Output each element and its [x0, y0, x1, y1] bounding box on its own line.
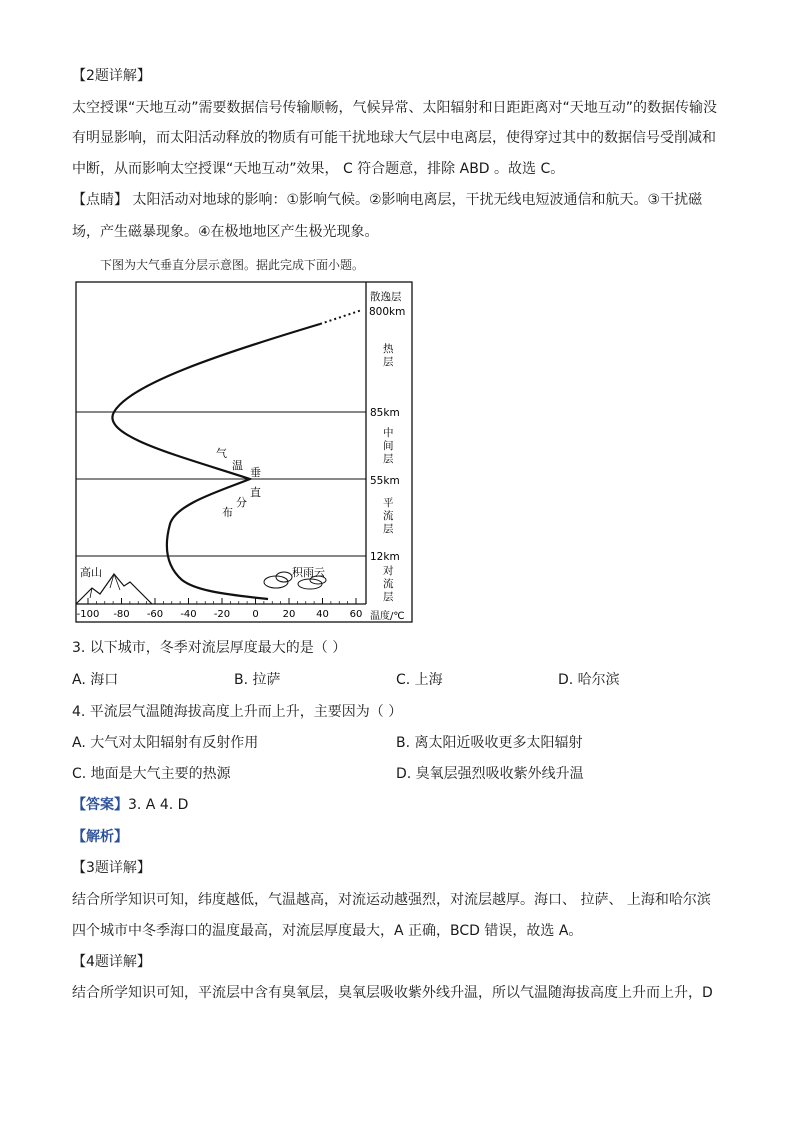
svg-text:层: 层 [383, 356, 394, 368]
note-line-1: 【点睛】 太阳活动对地球的影响：①影响气候。②影响电离层，干扰无线电短波通信和航天。③干扰磁 [72, 192, 703, 208]
answer-label: 【答案】 [72, 797, 128, 813]
q4-stem: 4. 平流层气温随海拔高度上升而上升，主要因为（ ） [72, 704, 403, 720]
q4-option-a[interactable]: A. 大气对太阳辐射有反射作用 [72, 735, 259, 751]
layer-troposphere [383, 564, 394, 603]
q3-option-c[interactable]: C. 上海 [396, 672, 443, 688]
q3-option-a[interactable]: A. 海口 [72, 672, 119, 688]
q2-heading: 【2题详解】 [72, 68, 151, 84]
svg-text:热: 热 [383, 343, 394, 355]
answer-row [72, 795, 732, 815]
curve-label-2: 温 [232, 459, 243, 472]
x-tick-label: -20 [213, 609, 231, 620]
svg-text:流: 流 [383, 510, 394, 522]
svg-text:层: 层 [383, 591, 394, 603]
q3-analysis-line-1: 结合所学知识可知，纬度越低，气温越高，对流运动越强烈，对流层越厚。海口、 拉萨、 上海和哈尔滨 [72, 892, 711, 908]
q3-option-b[interactable]: B. 拉萨 [234, 672, 281, 688]
diagram-frame [76, 282, 412, 622]
temperature-curve-dotted [320, 310, 362, 324]
atmosphere-layer-diagram [70, 276, 420, 628]
q4-analysis-heading: 【4题详解】 [72, 954, 151, 970]
q3-option-d[interactable]: D. 哈尔滨 [558, 672, 620, 688]
x-tick-label: 0 [252, 609, 259, 620]
layer-stratosphere [383, 497, 394, 535]
q2-paragraph-line-3: 中断，从而影响太空授课“天地互动”效果， C 符合题意，排除 ABD 。故选 C。 [72, 161, 565, 177]
height-55km: 55km [370, 475, 400, 487]
x-tick-label: 40 [316, 609, 329, 620]
x-tick-label: -80 [113, 609, 130, 620]
x-tick-label: -40 [180, 609, 197, 620]
curve-label-3: 垂 [250, 466, 261, 479]
answer-value: 3. A 4. D [128, 797, 189, 813]
q2-paragraph-line-2: 有明显影响，而太阳活动释放的物质有可能干扰地球大气层中电离层，使得穿过其中的数据信号受削减和 [72, 130, 716, 146]
curve-label-4: 直 [250, 486, 261, 499]
q3-stem: 3. 以下城市，冬季对流层厚度最大的是（ ） [72, 640, 347, 656]
x-axis-ticks [77, 598, 363, 620]
svg-text:间: 间 [383, 440, 394, 452]
q4-option-d[interactable]: D. 臭氧层强烈吸收紫外线升温 [396, 766, 584, 782]
height-800km: 800km [369, 306, 406, 318]
mountain-label: 高山 [80, 566, 102, 579]
q3-analysis-line-2: 四个城市中冬季海口的温度最高，对流层厚度最大，A 正确，BCD 错误，故选 A。 [72, 923, 583, 939]
q4-option-b[interactable]: B. 离太阳近吸收更多太阳辐射 [396, 735, 583, 751]
cloud-label: 积雨云 [292, 566, 325, 579]
q4-option-c[interactable]: C. 地面是大气主要的热源 [72, 766, 231, 782]
height-85km: 85km [370, 407, 400, 419]
temperature-curve [112, 324, 320, 599]
height-12km: 12km [370, 551, 400, 563]
x-tick-label: 60 [349, 609, 363, 620]
x-tick-label: -100 [76, 609, 100, 620]
layer-mesosphere [383, 426, 394, 465]
q2-paragraph-line-1: 太空授课“天地互动”需要数据信号传输顺畅，气候异常、太阳辐射和日距距离对“天地互动”的数据传输没 [72, 100, 718, 116]
note-line-2: 场，产生磁暴现象。④在极地地区产生极光现象。 [72, 224, 379, 240]
svg-text:对: 对 [383, 565, 394, 577]
x-tick-label: 20 [282, 609, 296, 620]
curve-label-5: 分 [236, 496, 247, 509]
q4-analysis-line-1: 结合所学知识可知，平流层中含有臭氧层，臭氧层吸收紫外线升温，所以气温随海拔高度上升而上升，D [72, 985, 713, 1001]
curve-label-1: 气 [216, 447, 227, 460]
svg-text:流: 流 [383, 578, 394, 590]
x-axis-unit: 温度/℃ [370, 611, 405, 622]
svg-text:层: 层 [383, 453, 394, 465]
svg-text:层: 层 [383, 523, 394, 535]
analysis-label: 【解析】 [72, 829, 128, 845]
layer-exosphere: 散逸层 [370, 291, 402, 303]
q3-analysis-heading: 【3题详解】 [72, 860, 151, 876]
svg-text:中: 中 [383, 427, 394, 439]
curve-label-6: 布 [222, 506, 233, 519]
x-tick-label: -60 [146, 609, 164, 620]
svg-text:平: 平 [383, 497, 394, 509]
layer-thermosphere [383, 342, 394, 368]
figure-caption: 下图为大气垂直分层示意图。据此完成下面小题。 [100, 258, 365, 272]
